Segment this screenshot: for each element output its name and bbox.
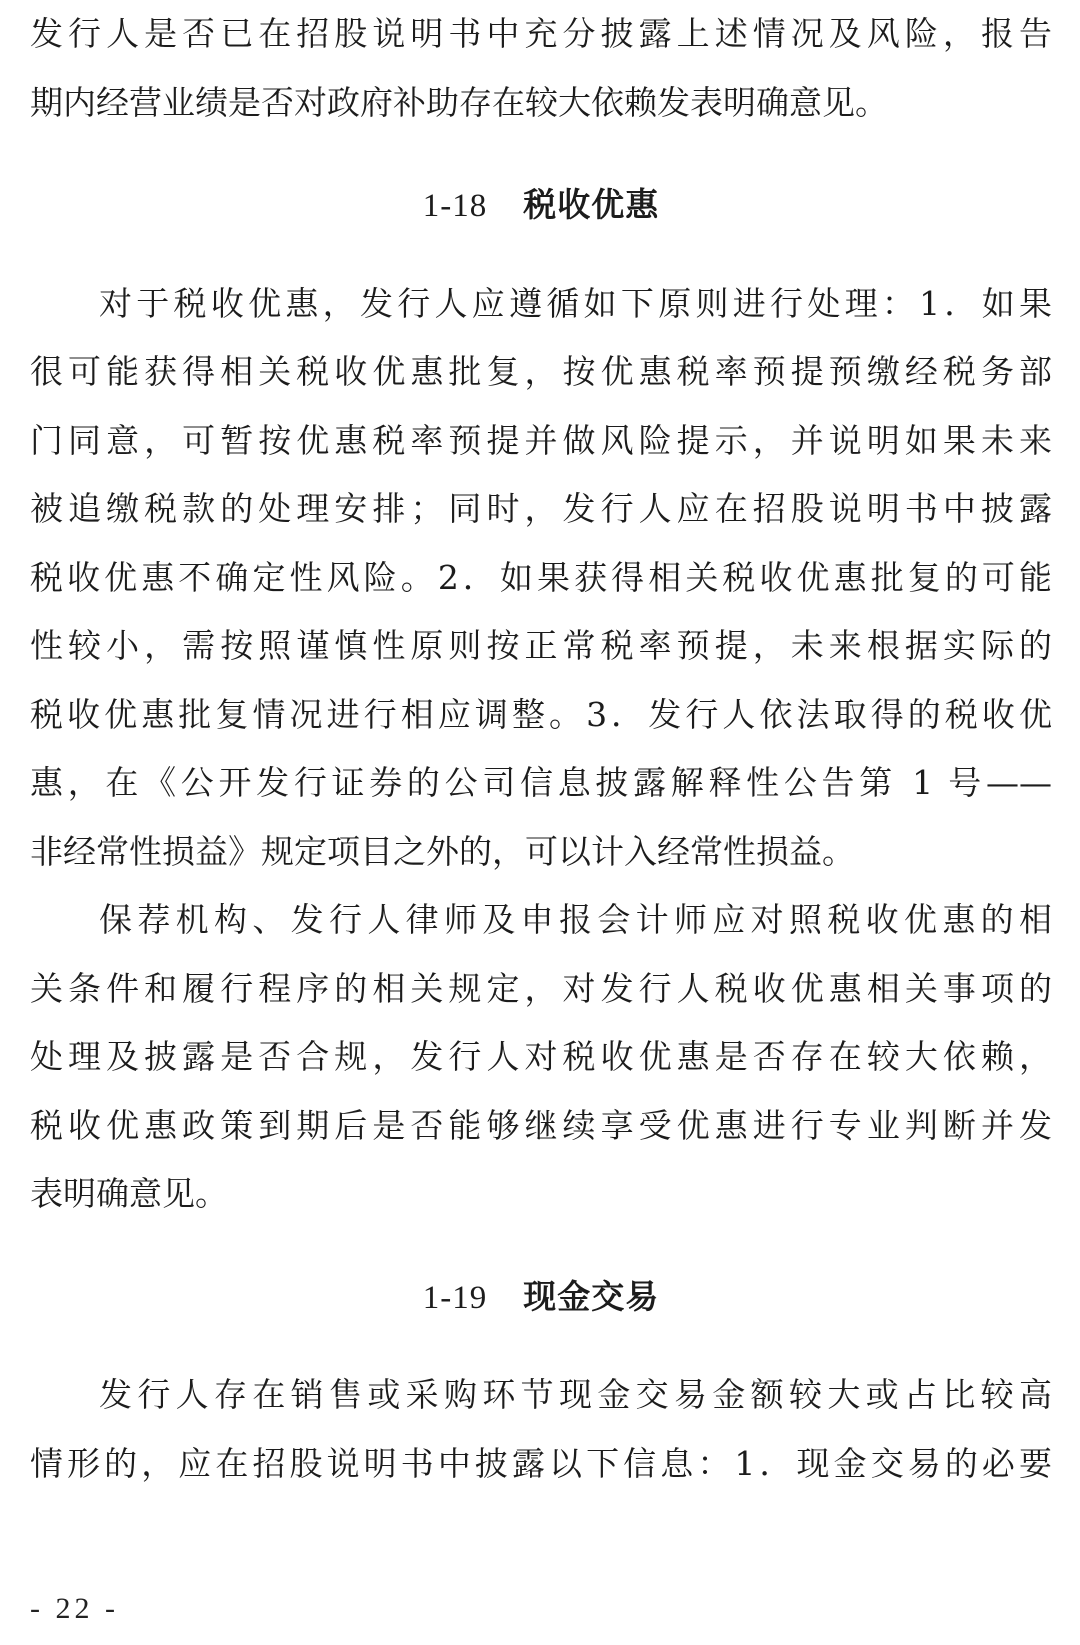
text-line: 非经常性损益》规定项目之外的，可以计入经常性损益。 bbox=[30, 831, 855, 871]
text-line: 对于税收优惠，发行人应遵循如下原则进行处理：1．如果 bbox=[99, 283, 1052, 323]
text-line: 期内经营业绩是否对政府补助存在较大依赖发表明确意见。 bbox=[30, 82, 888, 122]
text-line: 被追缴税款的处理安排；同时，发行人应在招股说明书中披露 bbox=[30, 489, 1052, 528]
section-number: 1-18 bbox=[422, 188, 488, 224]
section-title: 现金交易 bbox=[523, 1276, 660, 1316]
text-line: 税收优惠政策到期后是否能够继续享受优惠进行专业判断并发 bbox=[30, 1105, 1052, 1145]
page-number: - 22 - bbox=[30, 1592, 119, 1625]
tax-paragraph-2 bbox=[30, 886, 1052, 1229]
text-line: 税收优惠不确定性风险。2．如果获得相关税收优惠批复的可能 bbox=[30, 557, 1052, 597]
text-line: 表明确意见。 bbox=[30, 1174, 228, 1213]
text-line: 惠，在《公开发行证券的公司信息披露解释性公告第 1 号—— bbox=[30, 763, 1052, 802]
cash-paragraph-1 bbox=[30, 1361, 1052, 1498]
text-line: 发行人存在销售或采购环节现金交易金额较大或占比较高 bbox=[99, 1375, 1052, 1414]
tax-paragraph-1 bbox=[30, 270, 1052, 887]
section-number: 1-19 bbox=[422, 1279, 488, 1316]
section-heading-1-19 bbox=[30, 1263, 1052, 1332]
section-title: 税收优惠 bbox=[523, 185, 660, 224]
text-line: 情形的，应在招股说明书中披露以下信息：1．现金交易的必要 bbox=[30, 1443, 1052, 1483]
text-line: 处理及披露是否合规，发行人对税收优惠是否存在较大依赖， bbox=[30, 1037, 1052, 1076]
text-line: 关条件和履行程序的相关规定，对发行人税收优惠相关事项的 bbox=[30, 968, 1052, 1008]
text-line: 门同意，可暂按优惠税率预提并做风险提示，并说明如果未来 bbox=[30, 420, 1052, 460]
text-line: 很可能获得相关税收优惠批复，按优惠税率预提预缴经税务部 bbox=[30, 352, 1052, 391]
text-line: 税收优惠批复情况进行相应调整。3．发行人依法取得的税收优 bbox=[30, 694, 1052, 734]
text-line: 保荐机构、发行人律师及申报会计师应对照税收优惠的相 bbox=[99, 900, 1052, 939]
document-page bbox=[30, 0, 1052, 1498]
intro-paragraph bbox=[30, 0, 1052, 137]
text-line: 发行人是否已在招股说明书中充分披露上述情况及风险，报告 bbox=[30, 14, 1052, 53]
section-heading-1-18 bbox=[30, 171, 1052, 240]
text-line: 性较小，需按照谨慎性原则按正常税率预提，未来根据实际的 bbox=[30, 626, 1052, 665]
